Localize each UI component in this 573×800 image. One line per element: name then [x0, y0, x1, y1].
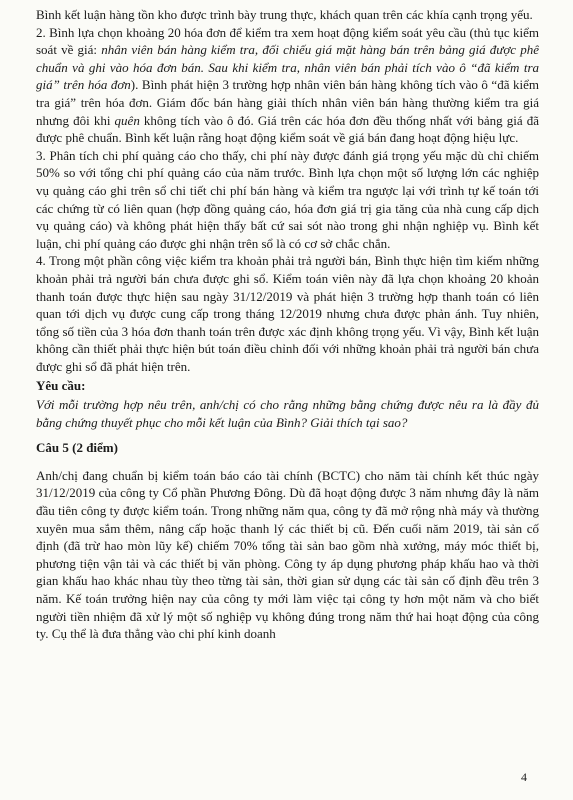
intro-paragraph: Bình kết luận hàng tồn kho được trình bày trung thực, khách quan trên các khía cạnh trọng yếu. — [36, 7, 533, 22]
item-2-paragraph — [36, 24, 539, 147]
question-5-heading: Câu 5 (2 điểm) — [36, 440, 118, 456]
item-2-text-e: không tích vào ô đó. Giá trên các hóa đơn đều thống nhất với bảng giá đã được phê chuẩn. Bình kết luận rằng hoạt động kiểm soát về giá bán đang hoạt động hiệu lực. — [36, 112, 539, 146]
page-number: 4 — [521, 770, 527, 784]
question-5-body: Anh/chị đang chuẩn bị kiểm toán báo cáo tài chính (BCTC) cho năm tài chính kết thúc ngày 31/12/2019 của công ty Cổ phần Phương Đông. Dù đã hoạt động được 3 năm nhưng đây là năm đầu tiên công ty được kiểm toán. Trong những năm qua, công ty đã mở rộng nhà máy và thường xuyên mua sắm thêm, nâng cấp hoặc thanh lý các thiết bị cũ. Đến cuối năm 2019, tài sản cố định (đã trừ hao mòn lũy kế) chiếm 70% tổng tài sản bao gồm nhà xưởng, máy móc thiết bị, phương tiện vận tải và các thiết bị văn phòng. Công ty áp dụng phương pháp khấu hao và thời gian khấu hao khác nhau tùy theo từng tài sản, thời gian sử dụng các tài sản cố định đều trên 3 năm. Kế toán trưởng hiện nay của công ty mới làm việc tại công ty hơn một năm và cho biết người tiền nhiệm đã xử lý một số nghiệp vụ không đúng trong năm thứ hai hoạt động của công ty. Cụ thể là đưa thẳng vào chi phí kinh doanh — [36, 467, 539, 642]
requirement-text: Với mỗi trường hợp nêu trên, anh/chị có cho rằng những bằng chứng được nêu ra là đầy đủ bằng chứng thuyết phục cho mỗi kết luận của Bình? Giải thích tại sao? — [36, 397, 539, 430]
item-4-paragraph: 4. Trong một phần công việc kiểm tra khoản phải trả người bán, Bình thực hiện tìm kiếm những khoản phải trả người bán chưa được ghi sổ. Kiểm toán viên này đã lựa chọn khoảng 20 khoản thanh toán được thực hiện sau ngày 31/12/2019 và phát hiện 3 trường hợp thanh toán có liên quan tới dịch vụ được cung cấp trong tháng 12/2019 nhưng chưa được phản ánh. Tuy nhiên, tổng số tiền của 3 hóa đơn thanh toán trên được xác định không trọng yếu. Vì vậy, Bình kết luận không cần thiết phải thực hiện bút toán điều chỉnh đối với những khoản phải trả người bán chưa được ghi sổ đã phát hiện trên. — [36, 253, 539, 374]
item-2-italic-procedure: nhân viên bán hàng kiểm tra, đối chiếu giá mặt hàng bán trên bảng giá được phê chuẩn và ghi vào hóa đơn bán. Sau khi kiểm tra, nhân viên bán phải tích vào ô “đã kiểm tra giá” trên hóa đơn — [36, 42, 539, 93]
item-2-text-c: ). Bình phát hiện 3 trường hợp nhân viên bán hàng không tích vào ô “đã kiểm tra giá” trên hóa đơn. Giám đốc bán hàng giải thích nhân viên bán hàng thường kiểm tra giá nhưng đôi khi — [36, 77, 539, 128]
item-2-text-a: 2. Bình lựa chọn khoảng 20 hóa đơn để kiểm tra xem hoạt động kiểm soát yêu cầu (thủ tục kiểm soát về giá: — [36, 24, 539, 58]
item-2-italic-forget: quên — [114, 112, 140, 128]
item-3-paragraph: 3. Phân tích chi phí quảng cáo cho thấy, chi phí này được đánh giá trọng yếu mặc dù chỉ chiếm 50% so với tổng chi phí quảng cáo của năm trước. Bình lựa chọn một số lượng lớn các nghiệp vụ quảng cáo ghi trên sổ chi tiết chi phí bán hàng và kiểm tra ngược lại với trình tự kế toán tới các chứng từ có liên quan (hợp đồng quảng cáo, hóa đơn giá trị gia tăng của nhà cung cấp dịch vụ quảng cáo) và không phát hiện thấy bất cứ sai sót nào trong ghi nhận nghiệp vụ. Bình kết luận, chi phí quảng cáo được ghi nhận trên sổ là có cơ sở chắc chắn. — [36, 147, 539, 251]
requirement-heading: Yêu cầu: — [36, 378, 86, 394]
